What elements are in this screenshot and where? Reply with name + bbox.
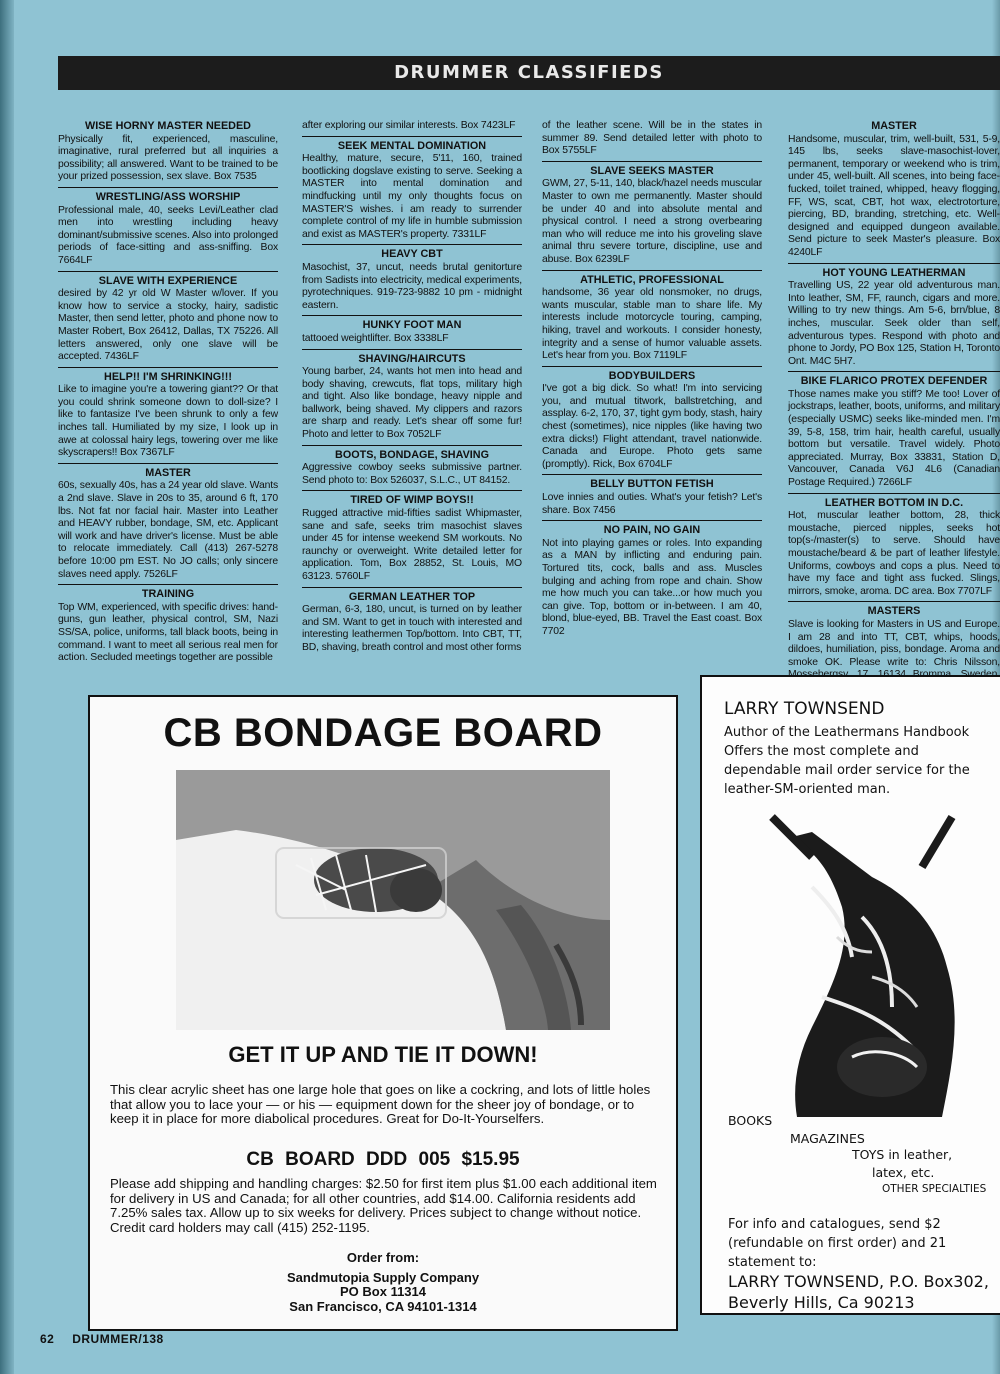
classified-ad bbox=[58, 187, 278, 268]
ad-body: Handsome, muscular, trim, well-built, 531, 5-9, 145 lbs, seeks slave-masochist-lover, permanent, temporary or weekend who is trim, under 45, well-built. All scenes, into being face-fucked, toilet trained, whipped, heavy flogging, FF, WS, scat, CBT, hot wax, electrotorture, piercing, BD, branding, stretching, etc. Well-designed and equipped dungeon available. Send picture to seek Master's pleasure. Box 4240LF bbox=[788, 133, 1000, 258]
ad-divider bbox=[788, 371, 1000, 372]
classified-ad bbox=[302, 587, 522, 655]
ad-tagline: Author of the Leathermans Handbook Offers the most complete and dependable mail order service for the leather-SM-oriented man. bbox=[724, 725, 970, 797]
classified-ad bbox=[58, 584, 278, 665]
classified-ad bbox=[58, 367, 278, 460]
ad-heading: BOOTS, BONDAGE, SHAVING bbox=[335, 448, 489, 461]
ad-heading: MASTER bbox=[871, 120, 917, 132]
product-photo bbox=[176, 770, 610, 1030]
classified-ad bbox=[542, 270, 762, 363]
ad-divider bbox=[542, 520, 762, 521]
ad-body: Top WM, experienced, with specific drives: hand-guns, gun leather, physical control, SM, Nazi SS/SA, police, uniforms, tall black boots, being in command. I want to meet all serious real men for action. Secluded meetings together are possible bbox=[58, 601, 278, 664]
ad-body: I've got a big dick. So what! I'm into servicing you, and mutual titwork, ballstretching, and assplay. 6-2, 170, 37, tight gym body, stash, hairy chest (sometimes), nice nipples (like having two extra dicks!) Flight attendant, travel nationwide. Canada and Europe. Photo gets same (promptly). Rick, Box 6704LF bbox=[542, 383, 762, 470]
order-company: Sandmutopia Supply Company bbox=[286, 1269, 480, 1285]
ad-body: Slave is looking for Masters in US and Europe. I am 28 and into TT, CBT, whips, hoods, dildoes, humiliation, piss, bondage. Aroma and smoke OK. Please write to: Chris Nilsson, bbox=[788, 618, 1000, 668]
ad-heading: SHAVING/HAIRCUTS bbox=[358, 352, 466, 365]
catalogue-info: For info and catalogues, send $2 (refundable on first order) and 21 statement to: bbox=[728, 1217, 947, 1270]
column-1 bbox=[58, 120, 278, 680]
classified-ad bbox=[788, 263, 1000, 369]
ad-divider bbox=[302, 587, 522, 588]
page-footer bbox=[40, 1332, 178, 1346]
ad-divider bbox=[58, 271, 278, 272]
toys-label: TOYS in leather, bbox=[852, 1147, 953, 1162]
ad-heading: SEEK MENTAL DOMINATION bbox=[337, 139, 487, 152]
ad-heading: SLAVE SEEKS MASTER bbox=[590, 164, 714, 177]
continued-text: of the leather scene. Will be in the states in summer 89. Send detailed letter with photo to Box 5755LF bbox=[542, 120, 762, 157]
ad-headline: GET IT UP AND TIE IT DOWN! bbox=[228, 1042, 538, 1067]
ad-heading: GERMAN LEATHER TOP bbox=[348, 590, 476, 603]
classified-ad bbox=[58, 463, 278, 581]
page-binding-shadow bbox=[0, 0, 14, 1374]
product-line: CB BOARD DDD 005 $15.95 bbox=[246, 1149, 520, 1170]
order-label: Order from: bbox=[346, 1250, 420, 1265]
ad-divider bbox=[788, 493, 1000, 494]
ad-body: Aggressive cowboy seeks submissive partner. Send photo to: Box 526037, S.L.C., UT 84152. bbox=[302, 462, 522, 486]
ad-body: 60s, sexually 40s, has a 24 year old slave. Wants a 2nd slave. Slave in 20s to 35, around 6 ft, 170 lbs. Not fat nor facial hair. Master into Leather and HEAVY rubber, bondage, SM, etc. Applicant will work and have driver's license. Must be able to relocate immediately. Call (413) 267-5278 before 10:00 pm EST. No JO calls; only sincere slaves need apply. 7526LF bbox=[58, 480, 278, 580]
classified-ad bbox=[542, 520, 762, 638]
classified-ad bbox=[542, 161, 762, 267]
ad-divider bbox=[542, 366, 762, 367]
classified-ad bbox=[58, 271, 278, 364]
mailing-address bbox=[728, 1271, 998, 1313]
classified-ad bbox=[542, 366, 762, 472]
ad-divider bbox=[302, 136, 522, 137]
cb-bondage-board-ad bbox=[88, 695, 678, 1331]
ad-divider bbox=[302, 490, 522, 491]
ad-divider bbox=[58, 463, 278, 464]
ad-body: Not into playing games or roles. Into expanding as a MAN by inflicting and enduring pain. Tortured tits, cock, balls and ass. Muscles bulging and aching from rope and chain. Show me how much you can take...or how much you can give. Top, bottom or in-between. I am 40, blond, blue-eyed, BB. Travel the East coast. Box 7702 bbox=[542, 537, 762, 637]
column-2 bbox=[302, 120, 522, 680]
classified-ad bbox=[788, 120, 1000, 260]
ad-body: Professional male, 40, seeks Levi/Leather clad men into wrestling including heavy dominant/submissive scenes. Also into prolonged periods of face-sitting and ass-sniffing. Box 7664LF bbox=[58, 204, 278, 266]
ad-heading: TRAINING bbox=[141, 588, 195, 601]
ad-heading: MASTER bbox=[145, 466, 191, 479]
ad-divider bbox=[302, 244, 522, 245]
ad-heading: WRESTLING/ASS WORSHIP bbox=[95, 190, 241, 203]
ad-divider bbox=[302, 315, 522, 316]
ad-body: Like to imagine you're a towering giant?? Or that you could shrink someone down to doll-size? I like to fantasize I've been shrunk to only a few inches tall. Humiliated by my size, I look up in awe at colossal hairy legs, towering over me like skyscrapers!! Box 7367LF bbox=[58, 384, 278, 459]
ad-heading: WISE HORNY MASTER NEEDED bbox=[85, 120, 251, 132]
ad-body: Physically fit, experienced, masculine, imaginative, rural preferred but all inquiries a possibility; all answered. Want to be trained to be your prized possession, sex slave. Box 7535 bbox=[58, 133, 278, 183]
ad-body: Those names make you stiff? Me too! Lover of jockstraps, leather, boots, uniforms, and military (especially USMC) seeks like-minded men. I'm 39, 5-8, 158, trim hair, health careful, usually bottom but versatile. Travel widely. Photo appreciated. Murray, Box 33831, Station D, Vancouver, Canada V6J 4L6 (Canadian Postage Required.) 7266LF bbox=[788, 388, 1000, 489]
ad-divider bbox=[788, 601, 1000, 602]
ad-body: Masochist, 37, uncut, needs brutal genitorture from Sadists into electricity, medical experiments, pyrotechniques. 919-723-9882 10 pm - midnight eastern. bbox=[302, 261, 522, 311]
ad-body: Rugged attractive mid-fifties sadist Whipmaster, sane and safe, seeks trim masochist slaves under 45 for intense weekend SM workouts. No raunchy or overweight. Write detailed letter for application. Tom, Box 28852, St. Louis, MO 63123. 5760LF bbox=[302, 508, 522, 582]
ad-divider bbox=[788, 263, 1000, 264]
illustration bbox=[752, 817, 992, 1122]
classified-ad bbox=[302, 136, 522, 242]
ad-body: Healthy, mature, secure, 5'11, 160, trained bootlicking dogslave existing to serve. Seeking a MASTER into mental domination and mindfucking until my only thoughts focus on MASTER'S wishes. i am ready to surrender complete control of my life in humble submission and exist as MASTER's property. 7331LF bbox=[302, 153, 522, 240]
column-3 bbox=[542, 120, 762, 680]
ad-heading: HUNKY FOOT MAN bbox=[362, 319, 462, 332]
ad-body: handsome, 36 year old nonsmoker, no drugs, wants muscular, stable man to share life. My interests include motorcycle touring, camping, hiking, travel and workouts. I consider honesty, integrity and a sense of humor valuable assets. Let's hear from you. Box 7119LF bbox=[542, 287, 762, 362]
classified-ad bbox=[58, 120, 278, 184]
ad-body: desired by 42 yr old W Master w/lover. If you know how to service a stocky, hairy, sadistic Master, then send letter, photo and phone now to Master Robert, Box 26412, Dallas, TX 75226. All letters answered, only one slave will be accepted. 7436LF bbox=[58, 288, 278, 363]
classified-ad bbox=[302, 315, 522, 345]
continued-text: after exploring our similar interests. Box 7423LF bbox=[302, 120, 516, 131]
ad-body: Love innies and outies. What's your fetish? Let's share. Box 7456 bbox=[542, 492, 762, 516]
latex-label: latex, etc. bbox=[872, 1165, 935, 1180]
order-city: San Francisco, CA 94101-1314 bbox=[289, 1298, 477, 1314]
address-line-1: LARRY TOWNSEND, P.O. Box302, bbox=[728, 1272, 989, 1291]
ad-heading: ATHLETIC, PROFESSIONAL bbox=[580, 273, 724, 286]
ad-heading: TIRED OF WIMP BOYS!! bbox=[350, 494, 474, 507]
classified-ad bbox=[302, 490, 522, 583]
classifieds-columns bbox=[56, 120, 1000, 680]
classified-ad bbox=[542, 474, 762, 517]
ad-divider bbox=[542, 270, 762, 271]
ad-divider bbox=[58, 367, 278, 368]
ad-heading: HEAVY CBT bbox=[381, 248, 443, 261]
classified-ad bbox=[302, 244, 522, 312]
ad-body: Hot, muscular leather bottom, 28, thick moustache, pierced nipples, seeks hot top(s-/master(s) to serve. Should have moustache/beard & be part of leather lifestyle. Uniforms, cowboys and cops a plus. Need to have my face and tight ass fucked. Slings, mirrors, smoke, aroma. DC area. Box 7707LF bbox=[788, 510, 1000, 597]
ad-divider bbox=[58, 187, 278, 188]
ad-heading: HOT YOUNG LEATHERMAN bbox=[822, 266, 966, 279]
classified-ad bbox=[788, 371, 1000, 489]
books-label: BOOKS bbox=[728, 1113, 773, 1128]
ad-heading: LEATHER BOTTOM IN D.C. bbox=[824, 496, 964, 509]
classified-ad bbox=[302, 349, 522, 442]
ad-heading: MASTERS bbox=[867, 605, 921, 618]
ad-heading: HELP!! I'M SHRINKING!!! bbox=[104, 370, 232, 383]
magazine-issue: DRUMMER/138 bbox=[72, 1332, 164, 1346]
column-4 bbox=[788, 120, 1000, 680]
magazines-label: MAGAZINES bbox=[790, 1131, 865, 1146]
ad-body: GWM, 27, 5-11, 140, black/hazel needs muscular Master to own me permanently. Master should be under 40 and into absolute mental and physical control. I need a strong overbearing man who will reduce me into his groveling slave animal thru severe torture, discipline, use and abuse. Box 6239LF bbox=[542, 178, 762, 265]
ad-heading: SLAVE WITH EXPERIENCE bbox=[98, 274, 238, 287]
ad-body: tattooed weightlifter. Box 3338LF bbox=[302, 332, 449, 344]
address-line-2: Beverly Hills, Ca 90213 bbox=[728, 1293, 915, 1312]
shipping-info: Please add shipping and handling charges: $2.50 for first item plus $1.00 each additional item for delivery in US and Canada; for all other countries, add $14.00. California residents add 7.25% sales tax. Allow up to six weeks for delivery. Prices subject to change without notice. Credit card holders may call (415) 252-1195. bbox=[110, 1176, 657, 1235]
order-block bbox=[90, 1251, 676, 1314]
ad-divider bbox=[302, 445, 522, 446]
ad-heading: BIKE FLARICO PROTEX DEFENDER bbox=[800, 375, 988, 388]
other-specialties-label: OTHER SPECIALTIES bbox=[882, 1183, 987, 1195]
ad-divider bbox=[58, 584, 278, 585]
order-box: PO Box 11314 bbox=[340, 1284, 426, 1299]
ad-body: German, 6-3, 180, uncut, is turned on by leather and SM. Want to get in touch with interested and interesting leathermen Top/bottom. Into CBT, TT, BD, shaving, breath control and most other forms bbox=[302, 604, 522, 653]
ad-divider bbox=[542, 474, 762, 475]
ad-body: Young barber, 24, wants hot men into head and body shaving, crewcuts, flat tops, military high and tight. Also like bondage, heavy nipple and ballwork, being shaved. My clippers and razors are sharp and ready. Let's shear off some fur! Photo and letter to Box 7052LF bbox=[302, 366, 522, 441]
ad-description: This clear acrylic sheet has one large hole that goes on like a cockring, and lots of little holes that allow you to lace your — or his — equipment down for the sheer joy of bondage, or to keep it in place for more diabolical procedures. Great for Do-It-Yourselfers. bbox=[110, 1082, 651, 1126]
ad-heading: BODYBUILDERS bbox=[608, 369, 696, 382]
ad-title: CB BONDAGE BOARD bbox=[163, 711, 603, 755]
ad-heading: NO PAIN, NO GAIN bbox=[603, 524, 701, 537]
larry-townsend-ad bbox=[700, 675, 1000, 1315]
classified-ad bbox=[788, 493, 1000, 599]
ad-heading: BELLY BUTTON FETISH bbox=[590, 478, 714, 491]
classified-ad bbox=[302, 445, 522, 488]
ad-divider bbox=[542, 161, 762, 162]
ad-body: Travelling US, 22 year old adventurous man. Into leather, SM, FF, raunch, cigars and more. Willing to try new things. Am 5-6, brn/blue, 8 inches, muscular. Seek older than self, adventurous types. Respond with photo and phone to Jordy, PO Box 125, Station H, Toronto Ont. M4C 5H7. bbox=[788, 280, 1000, 367]
ad-title: LARRY TOWNSEND bbox=[724, 699, 885, 719]
section-banner: DRUMMER CLASSIFIEDS bbox=[58, 56, 1000, 90]
ad-divider bbox=[302, 349, 522, 350]
page-number: 62 bbox=[40, 1332, 55, 1346]
